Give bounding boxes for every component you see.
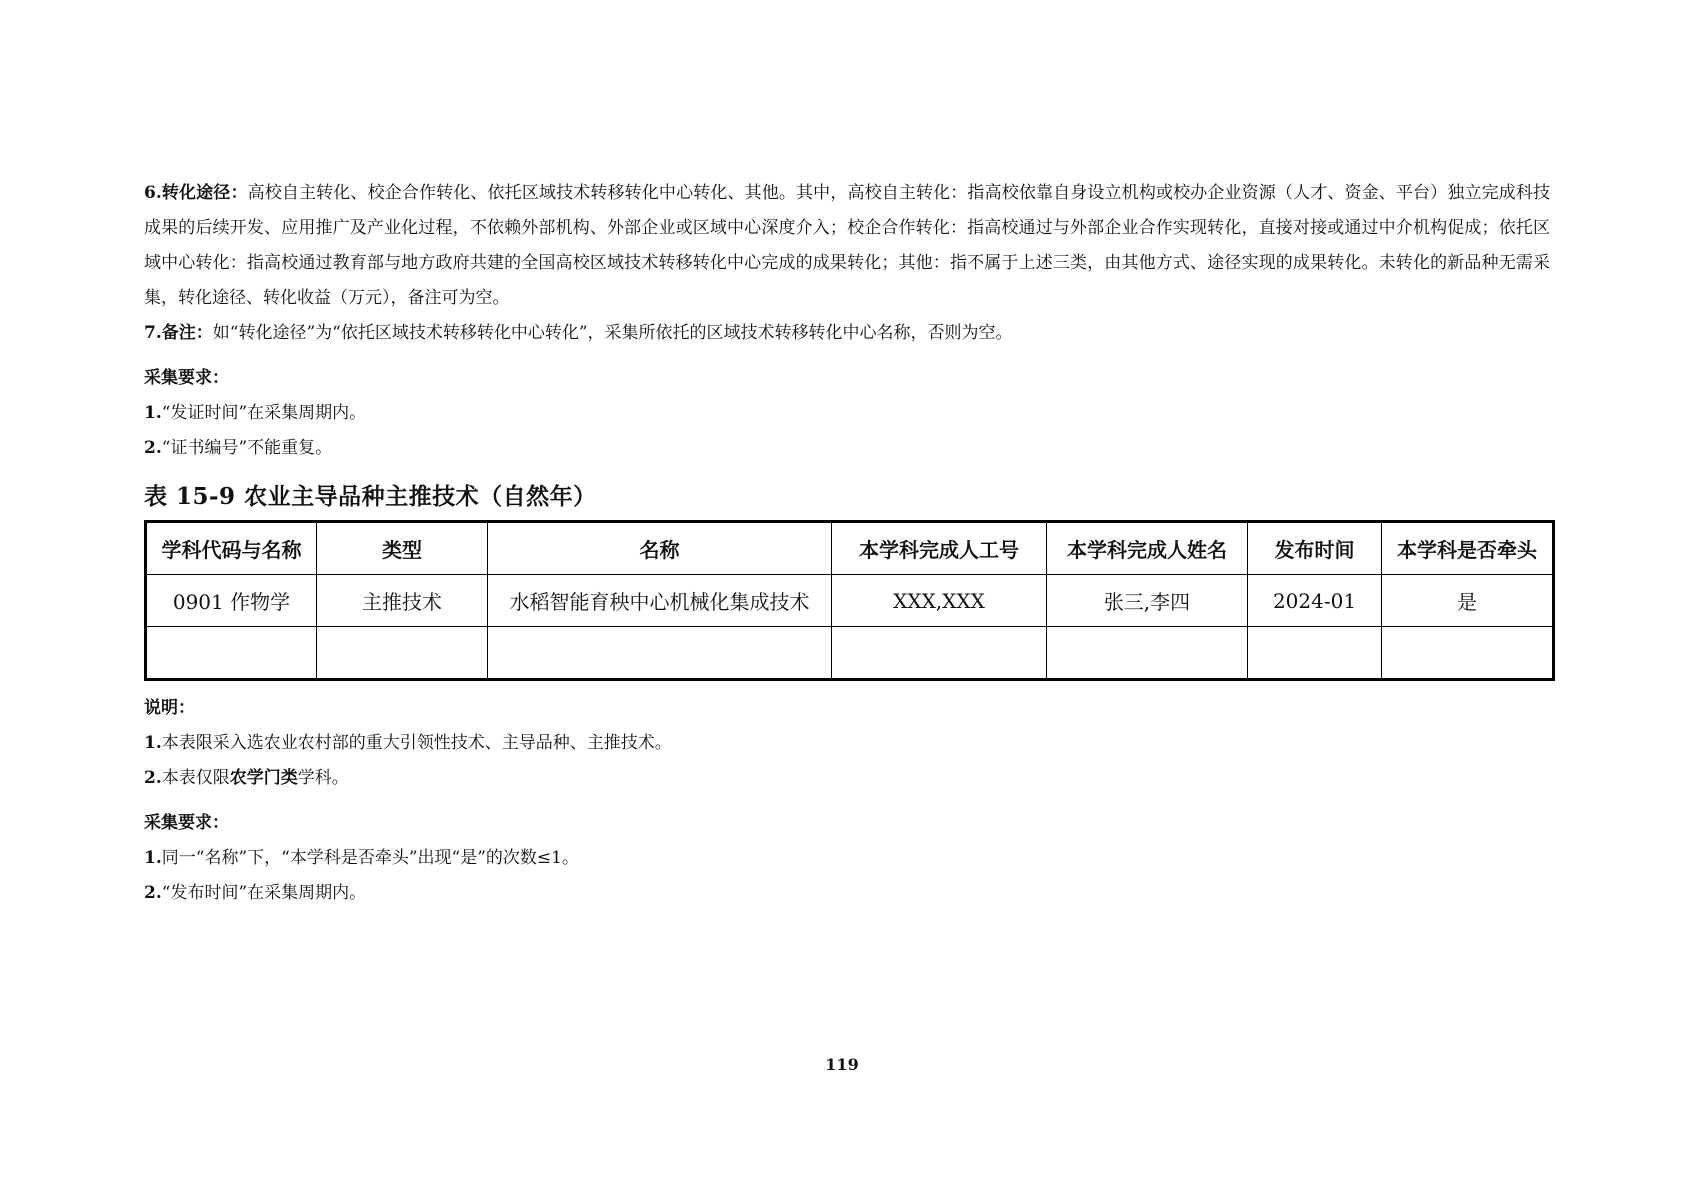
column-header: 学科代码与名称 — [146, 522, 317, 575]
table-cell — [832, 627, 1047, 680]
column-header: 本学科完成人工号 — [832, 522, 1047, 575]
table-cell — [1248, 627, 1382, 680]
emphasis-text: 农学门类 — [229, 768, 298, 788]
explanation-heading: 说明： — [144, 698, 195, 718]
table-cell — [146, 627, 317, 680]
table-cell: 张三,李四 — [1047, 575, 1248, 627]
note-item-6-text: 高校自主转化、校企合作转化、依托区域技术转移转化中心转化、其他。其中，高校自主转化：指高校依靠自身设立机构或校办企业资源（人才、资金、平台）独立完成科技成果的后续开发、应用推广及产业化过程，不依赖外部机构、外部企业或区域中心深度介入；校企合作转化：指高校通过与外部企业合作实现转化，直接对接或通过中介机构促成；依托区域中心转化：指高校通过教育部与地方政府共建的全国高校区域技术转移转化中心完成的成果转化；其他：指不属于上述三类，由其他方式、途径实现的成果转化。未转化的新品种无需采集，转化途径、转化收益（万元），备注可为空。 — [144, 183, 1551, 308]
table-row-empty — [146, 627, 1554, 680]
column-header: 本学科是否牵头 — [1382, 522, 1554, 575]
note-item-7-text: 如“转化途径”为“依托区域技术转移转化中心转化”，采集所依托的区域技术转移转化中心名称，否则为空。 — [212, 323, 1013, 343]
table-cell: XXX,XXX — [832, 575, 1047, 627]
table-cell: 0901 作物学 — [146, 575, 317, 627]
collect-requirements-heading-2: 采集要求： — [144, 813, 229, 833]
collect-requirement-1-1: 1.“发证时间”在采集周期内。 — [144, 403, 367, 423]
column-header: 名称 — [488, 522, 832, 575]
note-item-7: 7.备注：如“转化途径”为“依托区域技术转移转化中心转化”，采集所依托的区域技术转移转化中心名称，否则为空。 — [144, 323, 1013, 343]
explanation-item-1: 1.本表限采入选农业农村部的重大引领性技术、主导品种、主推技术。 — [144, 733, 672, 753]
table-cell — [488, 627, 832, 680]
note-item-7-label: 7.备注 — [144, 323, 196, 343]
table-row — [146, 575, 1554, 627]
collect-requirement-2-1: 1.同一“名称”下，“本学科是否牵头”出现“是”的次数≤1。 — [144, 848, 579, 868]
table-cell — [1047, 627, 1248, 680]
column-header: 本学科完成人姓名 — [1047, 522, 1248, 575]
table-title: 表 15-9 农业主导品种主推技术（自然年） — [144, 483, 597, 510]
document-body — [144, 176, 1550, 911]
page-number: 119 — [825, 1055, 859, 1074]
table-cell: 是 — [1382, 575, 1554, 627]
table-cell — [1382, 627, 1554, 680]
note-item-6-label: 6.转化途径 — [144, 183, 231, 203]
collect-requirements-heading-1: 采集要求： — [144, 368, 229, 388]
column-header: 类型 — [317, 522, 488, 575]
table-cell: 2024-01 — [1248, 575, 1382, 627]
table-cell: 水稻智能育秧中心机械化集成技术 — [488, 575, 832, 627]
table-header-row — [146, 522, 1554, 575]
column-header: 发布时间 — [1248, 522, 1382, 575]
explanation-item-2: 2.本表仅限农学门类学科。 — [144, 768, 349, 788]
note-item-6: 6.转化途径：高校自主转化、校企合作转化、依托区域技术转移转化中心转化、其他。其中，高校自主转化：指高校依靠自身设立机构或校办企业资源（人才、资金、平台）独立完成科技成果的后续开发、应用推广及产业化过程，不依赖外部机构、外部企业或区域中心深度介入；校企合作转化：指高校通过与外部企业合作实现转化，直接对接或通过中介机构促成；依托区域中心转化：指高校通过教育部与地方政府共建的全国高校区域技术转移转化中心完成的成果转化；其他：指不属于上述三类，由其他方式、途径实现的成果转化。未转化的新品种无需采集，转化途径、转化收益（万元），备注可为空。 — [144, 183, 1551, 308]
table-cell: 主推技术 — [317, 575, 488, 627]
table-cell — [317, 627, 488, 680]
collect-requirement-2-2: 2.“发布时间”在采集周期内。 — [144, 883, 367, 903]
collect-requirement-1-2: 2.“证书编号”不能重复。 — [144, 438, 333, 458]
data-table — [144, 520, 1555, 681]
